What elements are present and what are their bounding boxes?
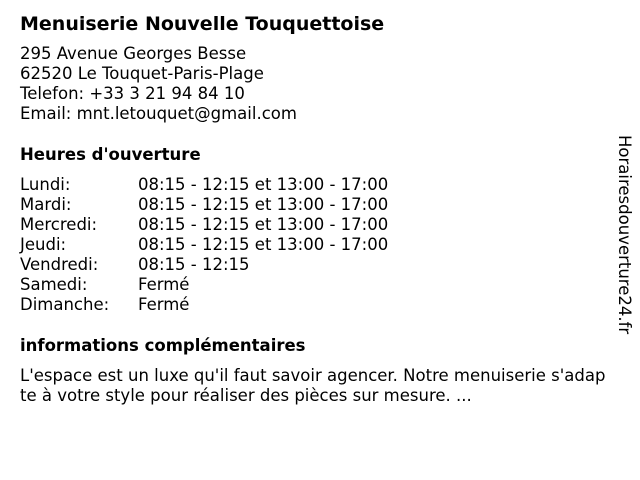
- city-postcode: 62520 Le Touquet-Paris-Plage: [20, 64, 264, 83]
- additional-info-text: L'espace est un luxe qu'il faut savoir agencer. Notre menuiserie s'adapte à votre style pour réaliser des pièces sur mesure. ...: [20, 366, 606, 405]
- hours-row-tuesday: [20, 195, 605, 215]
- day-label: Dimanche:: [20, 295, 110, 314]
- street-address: 295 Avenue Georges Besse: [20, 44, 247, 63]
- hours-row-monday: [20, 175, 605, 195]
- business-card: [20, 10, 605, 406]
- business-name: Menuiserie Nouvelle Touquettoise: [20, 13, 385, 35]
- hours-value: Fermé: [138, 275, 190, 294]
- contact-block: [20, 44, 605, 124]
- hours-row-saturday: [20, 275, 605, 295]
- phone-number: Telefon: +33 3 21 94 84 10: [20, 84, 245, 103]
- additional-info-heading: informations complémentaires: [20, 336, 306, 355]
- day-label: Lundi:: [20, 175, 71, 194]
- site-watermark: Horairesdouverture24.fr: [615, 135, 634, 335]
- hours-value: Fermé: [138, 295, 190, 314]
- hours-row-friday: [20, 255, 605, 275]
- hours-value: 08:15 - 12:15 et 13:00 - 17:00: [138, 175, 389, 194]
- day-label: Mardi:: [20, 195, 72, 214]
- email-address: Email: mnt.letouquet@gmail.com: [20, 104, 297, 123]
- hours-value: 08:15 - 12:15: [138, 255, 250, 274]
- opening-hours-table: [20, 175, 605, 315]
- day-label: Samedi:: [20, 275, 88, 294]
- day-label: Jeudi:: [20, 235, 67, 254]
- hours-value: 08:15 - 12:15 et 13:00 - 17:00: [138, 195, 389, 214]
- opening-hours-heading: Heures d'ouverture: [20, 145, 201, 164]
- day-label: Vendredi:: [20, 255, 99, 274]
- day-label: Mercredi:: [20, 215, 98, 234]
- hours-value: 08:15 - 12:15 et 13:00 - 17:00: [138, 215, 389, 234]
- hours-value: 08:15 - 12:15 et 13:00 - 17:00: [138, 235, 389, 254]
- hours-row-wednesday: [20, 215, 605, 235]
- hours-row-sunday: [20, 295, 605, 315]
- hours-row-thursday: [20, 235, 605, 255]
